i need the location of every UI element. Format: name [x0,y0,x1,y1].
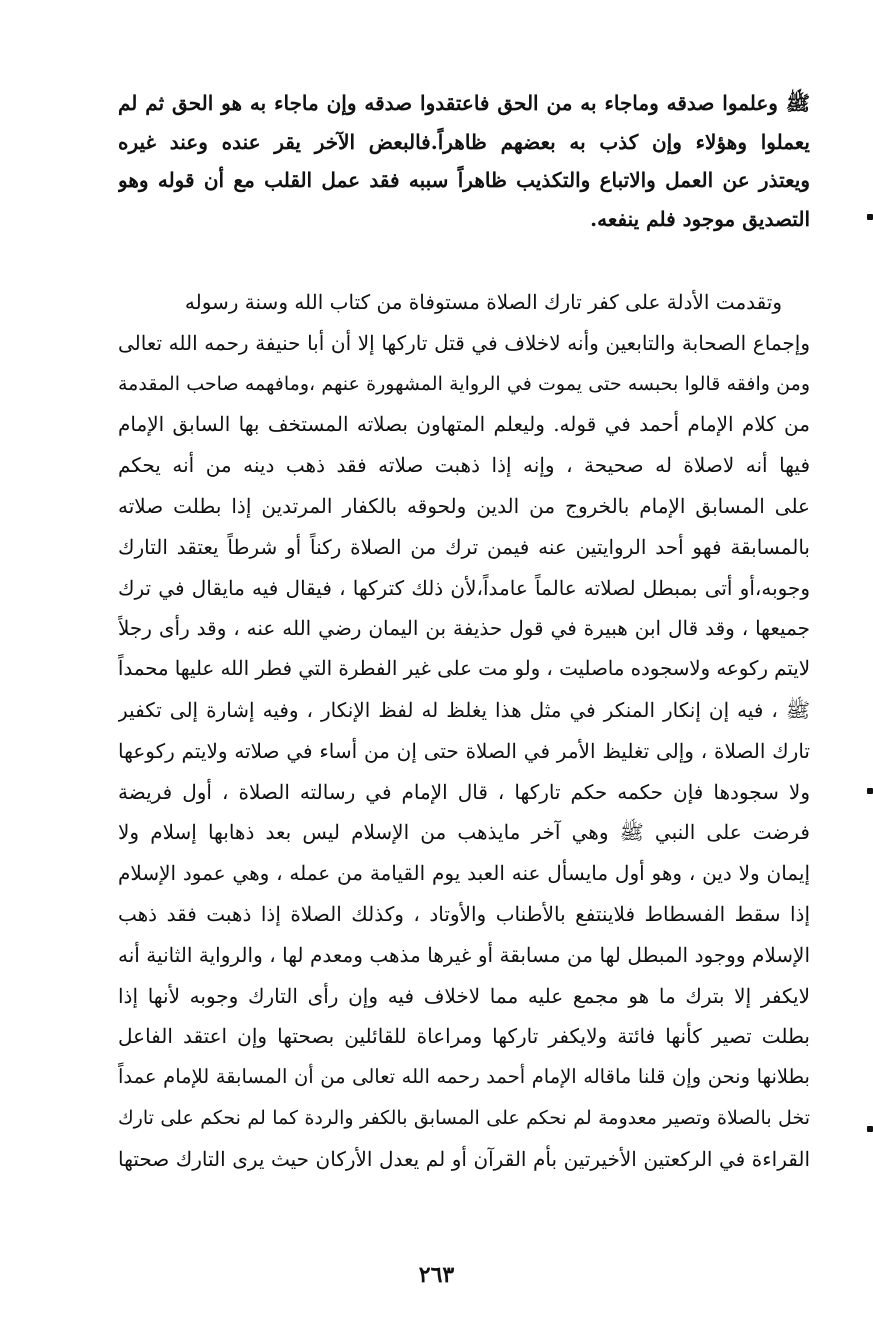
paragraph-2-line: تارك الصلاة ، وإلى تغليظ الأمر في الصلاة حتى إن من أساء في صلاته ولايتم ركوعها [118,738,810,763]
paragraph-2-line: بطلانها ونحن وإن قلنا ماقاله الإمام أحمد رحمه الله تعالى من أن المسابقة للإمام عمداً [118,1065,810,1089]
paragraph-2-line: بالمسابقة فهو أحد الروايتين عنه فيمن ترك من الصلاة ركناً أو شرطاً يعتقد التارك [118,534,810,559]
margin-mark [867,214,873,220]
paragraph-2-line: فيها أنه لاصلاة له صحيحة ، وإنه إذا ذهبت صلاته فقد ذهب دينه من أنه يحكم [118,453,810,478]
page-number: ٢٦٣ [418,1262,455,1288]
paragraph-2-line: تخل بالصلاة وتصير معدومة لم نحكم على المسابق بالكفر والردة كما لم نحكم على تارك [118,1106,810,1129]
paragraph-2-line: إذا سقط الفسطاط فلاينتفع بالأطناب والأوتاد ، وكذلك الصلاة إذا ذهبت فقد ذهب [118,901,810,926]
paragraph-1-line: يعملوا وهؤلاء وإن كذب به بعضهم ظاهراً.فالبعض الآخر يقر عنده وعند غيره [118,129,810,154]
paragraph-2-line: لايكفر إلا بترك ما هو مجمع عليه مما لاخلاف فيه وإن رأى التارك وجوبه لأنها إذا [118,983,810,1008]
paragraph-2-line: بطلت تصير كأنها فائتة ولايكفر تاركها ومراعاة للقائلين بصحتها وإن اعتقد الفاعل [118,1024,810,1049]
margin-mark [867,1126,873,1132]
paragraph-2-line: ومن وافقه قالوا بحبسه حتى يموت في الرواية المشهورة عنهم ،ومافهمه صاحب المقدمة [118,372,810,395]
paragraph-1-line: ويعتذر عن العمل والاتباع والتكذيب ظاهراً سببه فقد عمل القلب مع أن قوله وهو [118,168,810,192]
paragraph-2-line: وتقدمت الأدلة على كفر تارك الصلاة مستوفاة من كتاب الله وسنة رسوله [184,290,782,314]
paragraph-2-line: الإسلام ووجود المبطل لها من مسابقة أو غيرها مذهب ومعدم لها ، والرواية الثانية أنه [118,942,810,967]
margin-mark [867,788,873,794]
paragraph-2-line: القراءة في الركعتين الأخيرتين بأم القرآن أو لم يعدل الأركان حيث يرى التارك صحتها [118,1146,810,1171]
paragraph-2-line: على المسابق الإمام بالخروج من الدين ولحوقه بالكفار المرتدين إذا بطلت صلاته [118,493,810,518]
paragraph-2-line: من كلام الإمام أحمد في قوله. وليعلم المتهاون بصلاته المستخف بها السابق الإمام [118,412,810,437]
paragraph-2-line: فرضت على النبي ﷺ وهي آخر مايذهب من الإسلام ليس بعد ذهابها إسلام ولا [118,820,810,845]
paragraph-1-line: التصديق موجود فلم ينفعه. [590,206,810,231]
paragraph-1-line: ﷺ وعلموا صدقه وماجاء به من الحق فاعتقدوا صدقه وإن ماجاء به هو الحق ثم لم [118,91,810,115]
paragraph-2-line: إيمان ولا دين ، وهو أول مايسأل عنه العبد يوم القيامة من عمله ، وهي عمود الإسلام [118,861,810,886]
paragraph-2-line: ولا سجودها فإن حكمه حكم تاركها ، قال الإمام في رسالته الصلاة ، أول فريضة [118,779,810,804]
paragraph-2-line: لايتم ركوعه ولاسجوده ماصليت ، ولو مت على غير الفطرة التي فطر الله عليها محمداً [118,657,810,681]
paragraph-2-line: جميعها ، وقد قال ابن هبيرة في قول حذيفة بن اليمان رضي الله عنه ، وقد رأى رجلاً [118,616,810,641]
paragraph-2-line: ﷺ ، فيه إن إنكار المنكر في مثل هذا يغلظ له لفظ الإنكار ، وفيه إشارة إلى تكفير [118,697,810,722]
paragraph-1 [118,84,810,238]
paragraph-2-line: وجوبه،أو أتى بمبطل لصلاته عالماً عامداً،لأن ذلك كتركها ، فيقال فيه مايقال في ترك [118,575,810,600]
paragraph-2-line: وإجماع الصحابة والتابعين وأنه لاخلاف في قتل تاركها إلا أن أبا حنيفة رحمه الله تعالى [118,330,810,355]
paragraph-2 [118,282,810,1180]
